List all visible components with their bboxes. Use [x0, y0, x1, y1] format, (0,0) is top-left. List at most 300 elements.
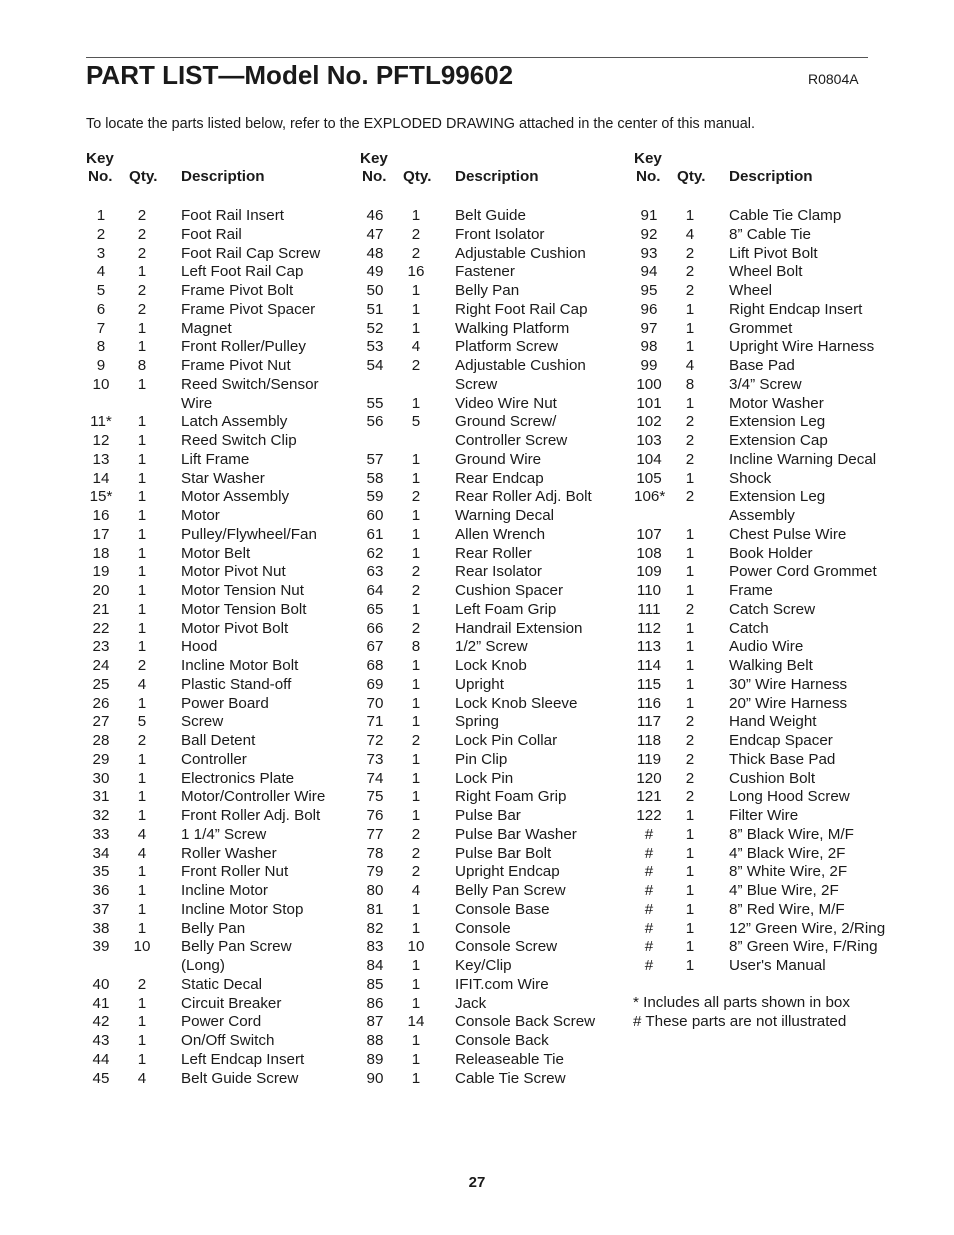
part-quantity: 1 [137, 919, 147, 937]
part-row [634, 320, 904, 339]
part-quantity: 1 [685, 582, 695, 599]
part-row [360, 582, 630, 601]
part-row [86, 920, 356, 939]
part-description: Motor Tension Bolt [181, 600, 307, 618]
part-description: Frame Pivot Nut [181, 357, 291, 374]
part-row [360, 338, 630, 357]
part-key-number: 10 [92, 375, 110, 393]
part-description: Motor Washer [729, 394, 824, 412]
part-key-number: 94 [640, 263, 658, 281]
part-quantity: 2 [685, 432, 695, 449]
part-quantity: 1 [137, 375, 147, 393]
part-key-number: 74 [366, 769, 384, 787]
part-description: Front Isolator [455, 225, 545, 243]
part-key-number: 61 [366, 525, 384, 543]
part-key-number: 62 [366, 544, 384, 562]
part-description: Rear Roller [455, 544, 532, 562]
part-row [634, 882, 904, 901]
part-description: Lock Pin [455, 769, 514, 787]
part-description: Jack [455, 994, 487, 1012]
part-quantity: 1 [137, 900, 147, 918]
part-key-number: 17 [92, 525, 110, 543]
part-description: Key/Clip [455, 957, 512, 974]
part-row [634, 695, 904, 714]
part-row [634, 770, 904, 789]
part-quantity: 10 [133, 938, 151, 956]
part-key-number: 95 [640, 282, 658, 299]
part-quantity: 1 [685, 957, 695, 974]
part-key-number: 116 [636, 694, 662, 712]
part-description: Thick Base Pad [729, 750, 836, 768]
part-description: Controller [181, 750, 247, 768]
part-key-number: 48 [366, 244, 384, 262]
footnote-hash: # These parts are not illustrated [633, 1012, 847, 1030]
part-row [634, 526, 904, 545]
part-row [634, 207, 904, 226]
part-description: Belt Guide [455, 207, 526, 224]
part-row [634, 582, 904, 601]
part-description: Left Endcap Insert [181, 1050, 305, 1068]
header-description: Description [729, 168, 813, 185]
part-row [360, 676, 630, 695]
part-description: Circuit Breaker [181, 994, 282, 1012]
part-description: 8” Green Wire, F/Ring [729, 938, 878, 956]
part-key-number: 59 [366, 488, 384, 506]
footnote-asterisk: * Includes all parts shown in box [633, 994, 850, 1011]
part-row [360, 1070, 630, 1089]
part-key-number: 105 [636, 469, 662, 487]
part-row [86, 507, 356, 526]
part-row [86, 938, 356, 957]
part-description: Belly Pan [455, 282, 520, 299]
part-row [360, 807, 630, 826]
part-key-number: 40 [92, 975, 110, 993]
part-row [634, 751, 904, 770]
part-key-number: 11* [90, 413, 112, 431]
page-title: PART LIST—Model No. PFTL99602 [86, 60, 514, 90]
part-description: Magnet [181, 319, 232, 337]
part-description: Console Base [455, 900, 550, 918]
part-key-number: 81 [366, 900, 384, 918]
part-description: Motor Tension Nut [181, 582, 304, 599]
part-description: Cable Tie Clamp [729, 207, 842, 224]
part-description: Lift Pivot Bolt [729, 244, 818, 262]
part-quantity: 2 [685, 788, 695, 806]
part-key-number: 57 [366, 450, 384, 468]
part-description: Screw [181, 713, 224, 731]
part-row [360, 751, 630, 770]
part-key-number: 51 [366, 300, 384, 318]
footnotes [633, 994, 850, 1032]
part-quantity: 1 [411, 807, 421, 824]
part-row [86, 751, 356, 770]
part-description: Extension Leg [729, 488, 826, 506]
part-key-number: 15* [89, 488, 113, 506]
part-row [86, 563, 356, 582]
part-key-number: 14 [92, 469, 110, 487]
part-key-number: 55 [366, 394, 384, 412]
part-key-number: 24 [92, 657, 110, 674]
part-quantity: 2 [411, 225, 421, 243]
part-row [86, 526, 356, 545]
part-description: Belt Guide Screw [181, 1069, 299, 1087]
part-row [86, 732, 356, 751]
part-description: Incline Motor Bolt [181, 657, 299, 674]
part-row [360, 601, 630, 620]
part-key-number: # [644, 938, 654, 956]
part-quantity: 1 [411, 544, 421, 562]
part-key-number: 90 [366, 1069, 384, 1087]
part-description: 8” Cable Tie [729, 225, 811, 243]
parts-column-3 [634, 150, 904, 976]
part-quantity: 1 [411, 788, 421, 806]
part-description: Adjustable Cushion [455, 357, 586, 374]
part-quantity: 1 [137, 882, 147, 899]
part-key-number: 80 [366, 882, 384, 899]
part-row [634, 413, 904, 432]
part-key-number: 65 [366, 600, 384, 618]
header-key: Key [634, 150, 662, 167]
part-quantity: 1 [137, 488, 147, 506]
part-description: Wheel [729, 282, 773, 299]
page-number: 27 [468, 1174, 486, 1191]
part-key-number: 6 [96, 300, 106, 318]
part-row [360, 901, 630, 920]
part-key-number: 47 [366, 225, 384, 243]
part-row [86, 545, 356, 564]
part-key-number: 67 [366, 638, 384, 656]
part-description: 4” Black Wire, 2F [729, 844, 846, 862]
part-row [634, 920, 904, 939]
part-quantity: 1 [137, 563, 147, 581]
part-row [360, 357, 630, 376]
part-description: 4” Blue Wire, 2F [729, 882, 839, 899]
part-quantity: 1 [411, 694, 421, 712]
part-description: Hood [181, 638, 218, 656]
part-key-number: 49 [366, 263, 384, 281]
part-description: Catch Screw [729, 600, 816, 618]
part-description: Upright [455, 675, 504, 693]
part-row [634, 245, 904, 264]
part-quantity: 1 [685, 900, 695, 918]
part-key-number: 34 [92, 844, 110, 862]
part-row [86, 826, 356, 845]
part-quantity: 8 [685, 375, 695, 393]
part-description: Right Foot Rail Cap [455, 300, 588, 318]
part-description: Static Decal [181, 975, 263, 993]
part-description: Console Back [455, 1032, 549, 1049]
part-description: 30” Wire Harness [729, 675, 848, 693]
column-header [634, 150, 904, 206]
part-row [360, 995, 630, 1014]
part-row [86, 695, 356, 714]
part-row [634, 282, 904, 301]
part-key-number: 41 [92, 994, 110, 1012]
part-quantity: 1 [685, 825, 695, 843]
part-quantity: 1 [685, 844, 695, 862]
part-description: Belly Pan [181, 919, 246, 937]
part-row [360, 432, 630, 451]
part-quantity: 4 [685, 225, 695, 243]
header-key: Key [86, 150, 114, 167]
part-description: Front Roller Adj. Bolt [181, 807, 321, 824]
part-row [360, 413, 630, 432]
part-key-number: 117 [636, 713, 662, 731]
part-row [634, 826, 904, 845]
part-description: Rear Isolator [455, 563, 542, 581]
part-description: Foot Rail Cap Screw [181, 244, 321, 262]
part-description: Frame Pivot Spacer [181, 300, 316, 318]
document-code: R0804A [808, 71, 859, 87]
part-key-number: 2 [96, 225, 106, 243]
part-row [86, 901, 356, 920]
part-description: Lift Frame [181, 450, 250, 468]
part-row [360, 301, 630, 320]
part-description: Left Foot Rail Cap [181, 263, 304, 281]
part-description: Motor Belt [181, 544, 251, 562]
part-row [634, 620, 904, 639]
part-key-number: 26 [92, 694, 110, 712]
part-quantity: 1 [685, 207, 695, 224]
part-key-number: 38 [92, 919, 110, 937]
part-key-number: 69 [366, 675, 384, 693]
part-key-number: 100 [636, 375, 662, 393]
part-key-number: 73 [366, 750, 384, 768]
part-quantity: 2 [685, 488, 695, 506]
part-description: Motor Assembly [181, 488, 290, 506]
part-description: Pulse Bar Washer [455, 825, 577, 843]
part-key-number: 71 [366, 713, 384, 731]
part-row [634, 788, 904, 807]
part-description: Star Washer [181, 469, 265, 487]
part-description: Allen Wrench [455, 525, 546, 543]
part-row [86, 413, 356, 432]
part-row [360, 526, 630, 545]
part-row [360, 488, 630, 507]
part-row [86, 245, 356, 264]
part-row [86, 957, 356, 976]
part-row [86, 807, 356, 826]
part-quantity: 1 [137, 525, 147, 543]
part-quantity: 4 [137, 844, 147, 862]
part-quantity: 1 [685, 619, 695, 637]
part-quantity: 2 [685, 413, 695, 431]
part-row [360, 620, 630, 639]
part-row [86, 1013, 356, 1032]
part-quantity: 4 [137, 825, 147, 843]
part-quantity: 1 [137, 413, 147, 431]
part-quantity: 2 [137, 732, 147, 749]
part-key-number: 9 [96, 357, 106, 374]
part-quantity: 1 [411, 300, 421, 318]
part-row [634, 338, 904, 357]
part-row [360, 882, 630, 901]
part-description: Motor Pivot Bolt [181, 619, 289, 637]
part-key-number: 89 [366, 1050, 384, 1068]
part-key-number: 42 [92, 1013, 110, 1031]
part-row [634, 845, 904, 864]
part-row [86, 845, 356, 864]
part-quantity: 2 [411, 563, 421, 581]
part-description: Grommet [729, 319, 793, 337]
part-key-number: 120 [636, 769, 662, 787]
part-key-number: 113 [636, 638, 662, 656]
part-description: Video Wire Nut [455, 394, 557, 412]
part-quantity: 1 [137, 469, 147, 487]
part-key-number: 25 [92, 675, 110, 693]
part-quantity: 1 [137, 750, 147, 768]
part-key-number: 119 [636, 750, 662, 768]
part-description: Plastic Stand-off [181, 675, 292, 693]
part-description: Left Foam Grip [455, 600, 557, 618]
part-description: Endcap Spacer [729, 732, 833, 749]
part-quantity: 1 [685, 319, 695, 337]
part-key-number: 78 [366, 844, 384, 862]
part-quantity: 2 [411, 844, 421, 862]
part-description: Adjustable Cushion [455, 244, 586, 262]
part-key-number: 77 [366, 825, 384, 843]
part-quantity: 1 [411, 507, 421, 524]
part-row [86, 282, 356, 301]
part-description: Shock [729, 469, 772, 487]
part-key-number: 85 [366, 975, 384, 993]
part-quantity: 2 [137, 207, 147, 224]
part-description: Controller Screw [455, 432, 568, 449]
part-description: Spring [455, 713, 499, 731]
part-key-number: # [644, 900, 654, 918]
part-quantity: 2 [411, 488, 421, 506]
part-key-number: 110 [636, 582, 662, 599]
part-row [86, 488, 356, 507]
part-key-number: 32 [92, 807, 110, 824]
part-quantity: 1 [137, 319, 147, 337]
part-description: Reed Switch Clip [181, 432, 297, 449]
part-quantity: 1 [137, 863, 147, 881]
part-description: Rear Roller Adj. Bolt [455, 488, 592, 506]
part-quantity: 1 [411, 394, 421, 412]
part-description: Releaseable Tie [455, 1050, 564, 1068]
part-description: 8” Red Wire, M/F [729, 900, 845, 918]
part-quantity: 1 [137, 788, 147, 806]
part-quantity: 1 [411, 994, 421, 1012]
part-key-number: 84 [366, 957, 384, 974]
part-row [634, 957, 904, 976]
part-quantity: 1 [411, 207, 421, 224]
part-row [360, 545, 630, 564]
part-row [634, 432, 904, 451]
part-description: Right Foam Grip [455, 788, 567, 806]
part-row [86, 301, 356, 320]
part-row [634, 807, 904, 826]
part-key-number: 118 [636, 732, 662, 749]
part-quantity: 1 [411, 1050, 421, 1068]
part-key-number: 115 [636, 675, 662, 693]
part-key-number: 5 [96, 282, 106, 299]
part-row [86, 995, 356, 1014]
part-quantity: 1 [411, 600, 421, 618]
part-description: Filter Wire [729, 807, 799, 824]
part-row [86, 582, 356, 601]
part-quantity: 2 [685, 732, 695, 749]
part-quantity: 4 [685, 357, 695, 374]
part-quantity: 2 [685, 450, 695, 468]
part-row [634, 638, 904, 657]
part-quantity: 2 [411, 357, 421, 374]
part-row [360, 395, 630, 414]
part-row [360, 826, 630, 845]
part-quantity: 1 [685, 807, 695, 824]
part-description: Long Hood Screw [729, 788, 850, 806]
part-row [86, 620, 356, 639]
part-key-number: 79 [366, 863, 384, 881]
part-quantity: 1 [411, 769, 421, 787]
part-key-number: 37 [92, 900, 110, 918]
part-key-number: 27 [92, 713, 110, 731]
part-quantity: 1 [137, 769, 147, 787]
part-key-number: 29 [92, 750, 110, 768]
part-quantity: 2 [411, 582, 421, 599]
part-key-number: 97 [640, 319, 658, 337]
part-quantity: 2 [685, 750, 695, 768]
part-quantity: 1 [137, 1013, 147, 1031]
part-row [360, 845, 630, 864]
part-row [360, 507, 630, 526]
part-row [86, 676, 356, 695]
part-description: Walking Platform [455, 319, 570, 337]
part-description: Lock Pin Collar [455, 732, 558, 749]
part-key-number: 104 [636, 450, 662, 468]
part-row [86, 863, 356, 882]
part-description: Incline Motor Stop [181, 900, 304, 918]
part-quantity: 4 [137, 675, 147, 693]
part-quantity: 1 [685, 525, 695, 543]
part-quantity: 1 [411, 319, 421, 337]
part-quantity: 2 [411, 863, 421, 881]
column-header [86, 150, 356, 206]
part-key-number: 111 [637, 600, 661, 618]
part-row [86, 395, 356, 414]
part-row [86, 882, 356, 901]
header-no: No. [88, 168, 113, 185]
part-row [86, 376, 356, 395]
part-description: Walking Belt [729, 657, 813, 674]
part-description: Foot Rail [181, 225, 242, 243]
part-description: Belly Pan Screw [181, 938, 292, 956]
part-key-number: 122 [636, 807, 662, 824]
part-row [360, 957, 630, 976]
part-row [634, 563, 904, 582]
part-description: Console [455, 919, 511, 937]
part-key-number: 50 [366, 282, 384, 299]
part-quantity: 14 [407, 1013, 425, 1031]
part-row [86, 1051, 356, 1070]
part-quantity: 1 [685, 675, 695, 693]
part-description: Pulse Bar [455, 807, 521, 824]
part-key-number: 28 [92, 732, 110, 749]
part-quantity: 4 [411, 338, 421, 356]
part-description: Incline Warning Decal [729, 450, 877, 468]
part-description: Cushion Bolt [729, 769, 816, 787]
part-row [360, 657, 630, 676]
part-row [360, 920, 630, 939]
part-row [86, 263, 356, 282]
part-key-number: 31 [92, 788, 110, 806]
part-description: Roller Washer [181, 844, 277, 862]
part-key-number: # [644, 863, 654, 881]
part-row [86, 432, 356, 451]
part-quantity: 2 [685, 263, 695, 281]
part-quantity: 1 [685, 469, 695, 487]
